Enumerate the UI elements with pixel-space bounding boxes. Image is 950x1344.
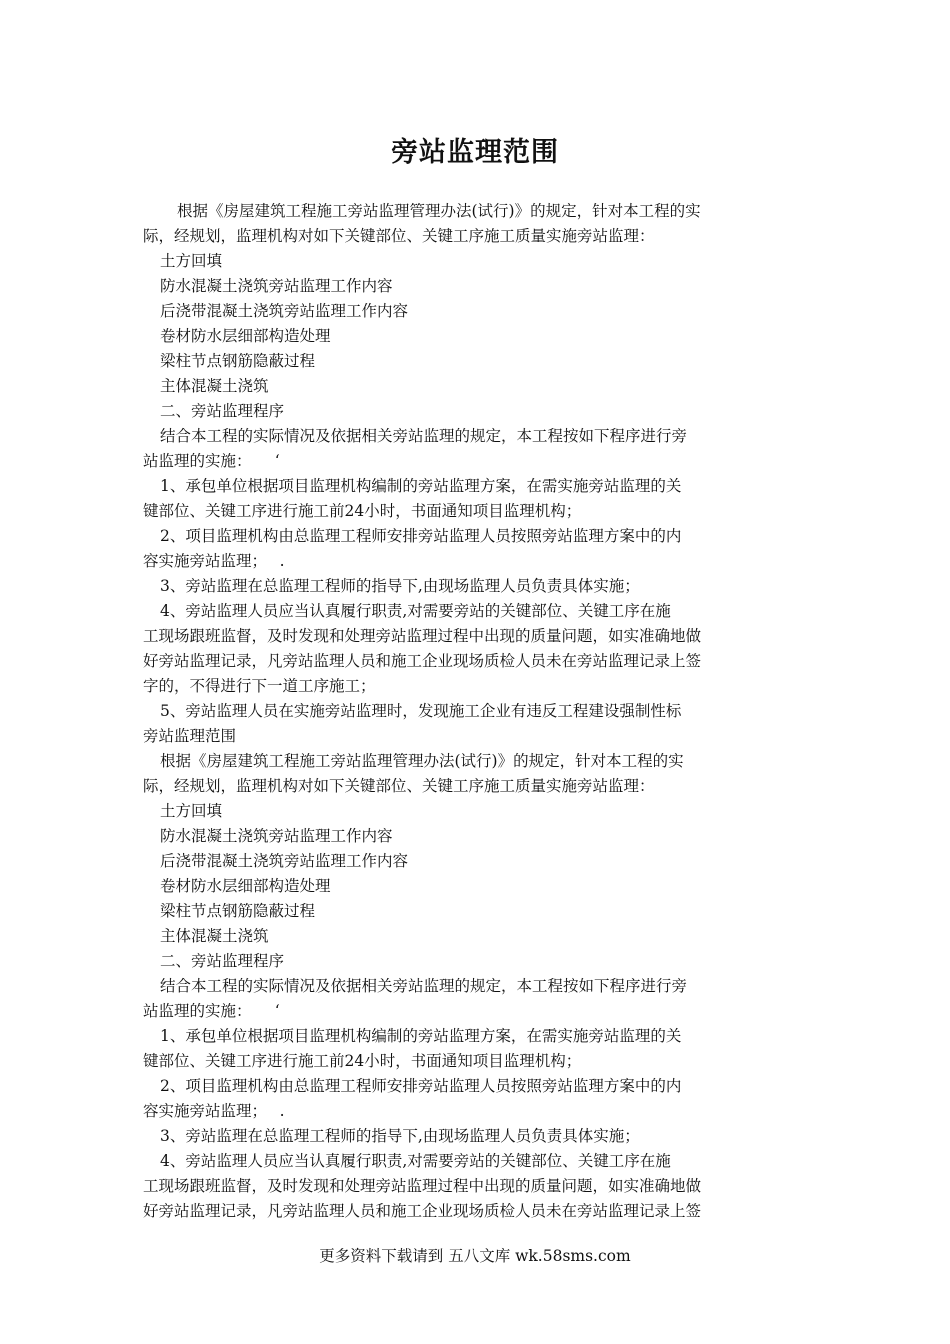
paragraph-line: 键部位、关键工序进行施工前24小时，书面通知项目监理机构；	[143, 1052, 582, 1070]
paragraph-line: 3、旁站监理在总监理工程师的指导下,由现场监理人员负责具体实施；	[160, 1127, 640, 1145]
paragraph-line: 3、旁站监理在总监理工程师的指导下,由现场监理人员负责具体实施；	[160, 577, 640, 595]
paragraph-line: 结合本工程的实际情况及依据相关旁站监理的规定，本工程按如下程序进行旁	[160, 427, 688, 445]
paragraph-line: 站监理的实施： ‘	[143, 452, 280, 470]
paragraph-line: 根据《房屋建筑工程施工旁站监理管理办法(试行)》的规定，针对本工程的实	[160, 752, 684, 770]
paragraph-line: 5、旁站监理人员在实施旁站监理时，发现施工企业有违反工程建设强制性标	[160, 702, 682, 720]
list-item: 后浇带混凝土浇筑旁站监理工作内容	[160, 302, 409, 320]
paragraph-line: 1、承包单位根据项目监理机构编制的旁站监理方案，在需实施旁站监理的关	[160, 477, 682, 495]
paragraph-line: 际，经规划，监理机构对如下关键部位、关键工序施工质量实施旁站监理：	[143, 777, 655, 795]
list-item: 梁柱节点钢筋隐蔽过程	[160, 902, 316, 920]
list-item: 梁柱节点钢筋隐蔽过程	[160, 352, 316, 370]
paragraph-line: 工现场跟班监督，及时发现和处理旁站监理过程中出现的质量问题，如实准确地做	[143, 627, 702, 645]
footer-note: 更多资料下载请到 五八文库 wk.58sms.com	[319, 1247, 631, 1265]
paragraph-line: 字的，不得进行下一道工序施工；	[143, 677, 376, 695]
section-heading: 二、旁站监理程序	[160, 402, 285, 420]
paragraph-line: 结合本工程的实际情况及依据相关旁站监理的规定，本工程按如下程序进行旁	[160, 977, 688, 995]
paragraph-line: 工现场跟班监督，及时发现和处理旁站监理过程中出现的质量问题，如实准确地做	[143, 1177, 702, 1195]
document-title: 旁站监理范围	[391, 137, 559, 168]
paragraph-line: 容实施旁站监理； .	[143, 552, 285, 570]
list-item: 卷材防水层细部构造处理	[160, 877, 331, 895]
list-item: 后浇带混凝土浇筑旁站监理工作内容	[160, 852, 409, 870]
list-item: 土方回填	[160, 252, 223, 270]
paragraph-line: 际，经规划，监理机构对如下关键部位、关键工序施工质量实施旁站监理：	[143, 227, 655, 245]
paragraph-line: 2、项目监理机构由总监理工程师安排旁站监理人员按照旁站监理方案中的内	[160, 527, 682, 545]
paragraph-line: 站监理的实施： ‘	[143, 1002, 280, 1020]
paragraph-line: 容实施旁站监理； .	[143, 1102, 285, 1120]
document-body	[143, 199, 763, 1224]
paragraph-line: 好旁站监理记录，凡旁站监理人员和施工企业现场质检人员未在旁站监理记录上签	[143, 1202, 702, 1220]
paragraph-line: 好旁站监理记录，凡旁站监理人员和施工企业现场质检人员未在旁站监理记录上签	[143, 652, 702, 670]
paragraph-line: 根据《房屋建筑工程施工旁站监理管理办法(试行)》的规定，针对本工程的实	[177, 202, 701, 220]
list-item: 防水混凝土浇筑旁站监理工作内容	[160, 277, 393, 295]
list-item: 土方回填	[160, 802, 223, 820]
paragraph-line: 1、承包单位根据项目监理机构编制的旁站监理方案，在需实施旁站监理的关	[160, 1027, 682, 1045]
list-item: 卷材防水层细部构造处理	[160, 327, 331, 345]
list-item: 主体混凝土浇筑	[160, 377, 269, 395]
list-item: 主体混凝土浇筑	[160, 927, 269, 945]
paragraph-line: 4、旁站监理人员应当认真履行职责,对需要旁站的关键部位、关键工序在施	[160, 1152, 671, 1170]
list-item: 防水混凝土浇筑旁站监理工作内容	[160, 827, 393, 845]
paragraph-line: 键部位、关键工序进行施工前24小时，书面通知项目监理机构；	[143, 502, 582, 520]
section-heading: 二、旁站监理程序	[160, 952, 285, 970]
paragraph-line: 4、旁站监理人员应当认真履行职责,对需要旁站的关键部位、关键工序在施	[160, 602, 671, 620]
section-heading: 旁站监理范围	[143, 727, 237, 745]
paragraph-line: 2、项目监理机构由总监理工程师安排旁站监理人员按照旁站监理方案中的内	[160, 1077, 682, 1095]
